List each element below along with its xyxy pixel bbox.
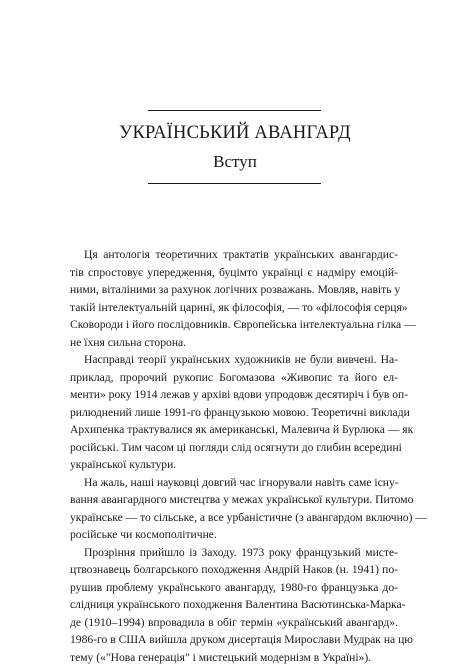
text-line: вання авангардного мистецтва у межах української культури. Питомо — [70, 491, 398, 509]
text-line: менти» року 1914 лежав у архіві вдови упродовж десятиріч і був оп- — [70, 386, 398, 404]
text-line: не їхня сильна сторона. — [70, 334, 398, 352]
section-title: УКРАЇНСЬКИЙ АВАНГАРД — [60, 122, 410, 144]
body-text — [70, 246, 398, 666]
text-line: ними, віталiними за рахунок логічних розважань. Мовляв, навіть у — [70, 281, 398, 299]
text-line: тів спростовує упередження, буцімто українці є надміру емоцій- — [70, 264, 398, 282]
text-line: російське чи космополітичне. — [70, 526, 398, 544]
bottom-rule — [148, 183, 321, 184]
text-line: тему («"Нова генерація" і мистецький модернізм в Україні»). — [70, 649, 398, 666]
paragraph — [70, 246, 398, 351]
text-line: Насправді теорії українських художників не були вивчені. На- — [70, 351, 398, 369]
text-line: російські. Тим часом ці погляди слід осягнути до глибин всередині — [70, 439, 398, 457]
paragraph — [70, 351, 398, 474]
text-line: рушив проблему українського авангарду, 1980-го французька до- — [70, 579, 398, 597]
text-line: приклад, пророчий рукопис Богомазова «Живопис та його ел- — [70, 369, 398, 387]
text-line: Архипенка трактувалися як американські, Малевича й Бурлюка — як — [70, 421, 398, 439]
section-subtitle: Вступ — [60, 151, 410, 173]
text-line: На жаль, наші науковці довгий час ігнорували навіть саме існу- — [70, 474, 398, 492]
text-line: Сковороди і його послідовників. Європейська інтелектуальна гілка — — [70, 316, 398, 334]
text-line: слідниця українського походження Валентина Васютинська-Марка- — [70, 596, 398, 614]
text-line: 1986-го в США вийшла друком дисертація Мирослави Мудрак на цю — [70, 631, 398, 649]
text-line: Ця антологія теоретичних трактатів українських авангардис- — [70, 246, 398, 264]
text-line: Прозріння прийшло із Заходу. 1973 року французький мисте- — [70, 544, 398, 562]
text-line: де (1910–1994) впровадила в обіг термін «український авангард». — [70, 614, 398, 632]
paragraph — [70, 544, 398, 666]
top-rule — [148, 110, 321, 111]
paragraph — [70, 474, 398, 544]
text-line: української культури. — [70, 456, 398, 474]
text-line: такій інтелектуальній царині, як філософія, — то «філософія серця» — [70, 299, 398, 317]
text-line: рилюднений лише 1991-го французькою мовою. Теоретичні виклади — [70, 404, 398, 422]
text-line: українське — то сільське, а все урбаністичне (з авангардом включно) — — [70, 509, 398, 527]
text-line: цтвознавець болгарського походження Андрій Наков (н. 1941) по- — [70, 561, 398, 579]
